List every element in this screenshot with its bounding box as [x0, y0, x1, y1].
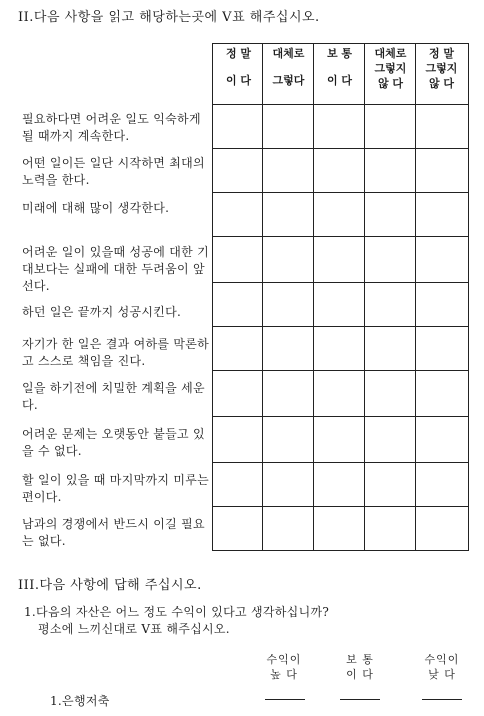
question-6: 자기가 한 일은 결과 여하를 막론하고 스스로 책임을 진다.	[22, 337, 210, 368]
section3-question-1-instruction: 평소에 느끼신대로 V표 해주십시오.	[38, 622, 230, 636]
header-line: 낮 다	[428, 668, 456, 681]
section2-title: II.다음 사항을 읽고 해당하는곳에 V표 해주십시오.	[18, 10, 320, 25]
header-line: 이 다	[225, 74, 252, 87]
section3-question-1: 1.다음의 자산은 어느 정도 수익이 있다고 생각하십니까?	[24, 605, 330, 619]
question-4: 어려운 일이 있을때 성공에 대한 기대보다는 실패에 대한 두려움이 앞선다.	[22, 245, 210, 293]
section3-title: III.다음 사항에 답해 주십시오.	[18, 578, 202, 593]
header-line: 이 다	[326, 74, 353, 87]
header-line: 수익이	[424, 653, 460, 666]
header-line: 않 다	[377, 77, 404, 90]
header-line: 보 통	[326, 47, 353, 60]
header-line: 않 다	[428, 77, 455, 90]
question-3: 미래에 대해 많이 생각한다.	[22, 201, 170, 215]
answer-blank-low[interactable]	[422, 699, 462, 700]
asset-item-bank-savings: 1.은행저축	[50, 694, 110, 708]
header-line: 높 다	[270, 668, 298, 681]
header-line: 그렇다	[272, 74, 305, 87]
header-high-return	[256, 652, 312, 682]
response-grid	[212, 43, 469, 551]
question-10: 남과의 경쟁에서 반드시 이길 필요는 없다.	[22, 517, 205, 548]
header-line: 정 말	[428, 47, 455, 60]
header-line: 대체로	[272, 47, 305, 60]
header-strongly-disagree	[416, 46, 467, 91]
question-1: 필요하다면 어려운 일도 익숙하게 될 때까지 계속한다.	[22, 112, 201, 143]
question-8: 어려운 문제는 오랫동안 붙들고 있을 수 없다.	[22, 427, 205, 458]
header-disagree	[365, 46, 416, 91]
answer-blank-high[interactable]	[265, 699, 305, 700]
header-line: 대체로	[374, 47, 407, 60]
question-9: 할 일이 있을 때 마지막까지 미루는 편이다.	[22, 473, 210, 504]
header-line: 이 다	[346, 668, 374, 681]
header-low-return	[414, 652, 470, 682]
question-7: 일을 하기전에 치밀한 계획을 세운다.	[22, 381, 205, 412]
question-5: 하던 일은 끝까지 성공시킨다.	[22, 305, 182, 319]
header-line: 그렇지	[425, 62, 458, 75]
header-line: 보 통	[346, 653, 374, 666]
header-strongly-agree	[213, 46, 264, 88]
header-neutral	[314, 46, 365, 88]
header-agree	[263, 46, 314, 88]
header-line: 정 말	[225, 47, 252, 60]
header-normal-return	[332, 652, 388, 682]
answer-blank-normal[interactable]	[340, 699, 380, 700]
question-2: 어떤 일이든 일단 시작하면 최대의 노력을 한다.	[22, 156, 205, 187]
header-line: 수익이	[266, 653, 302, 666]
header-line: 그렇지	[374, 62, 407, 75]
